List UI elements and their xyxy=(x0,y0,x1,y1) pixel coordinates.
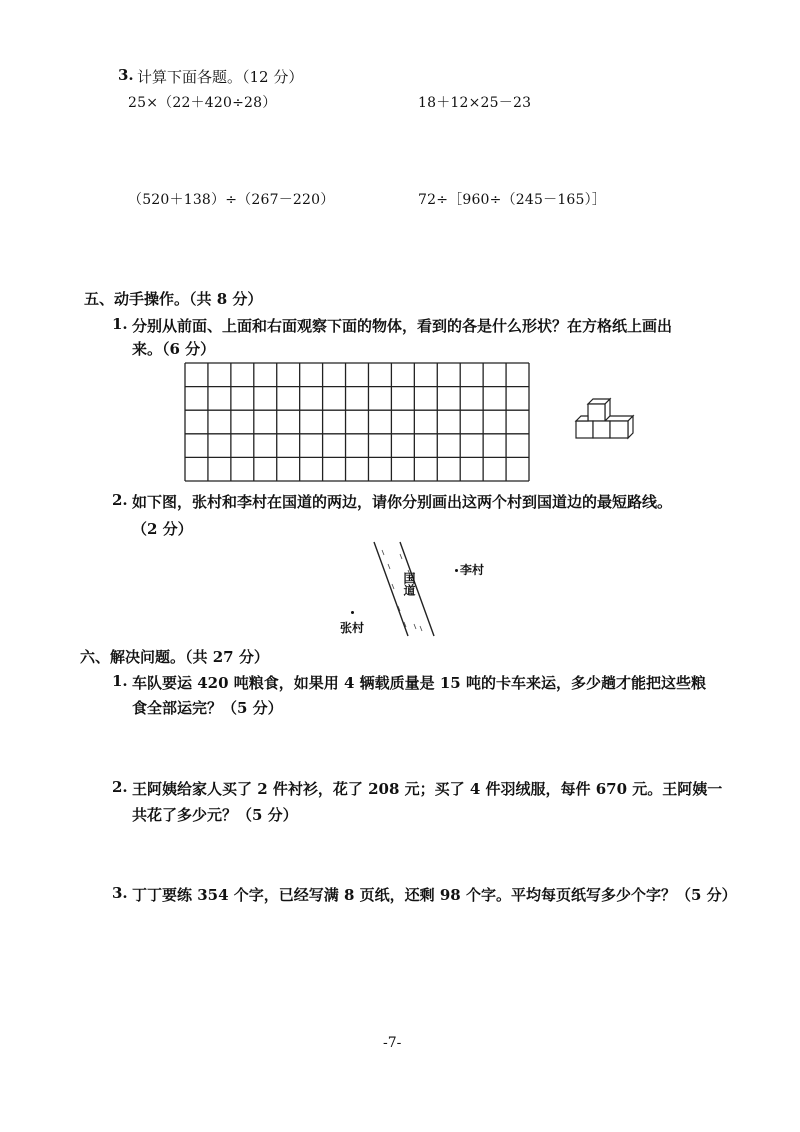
calc-expr-1: 25×（22＋420÷28） xyxy=(128,95,277,111)
s6-q3-line1: 丁丁要练 354 个字，已经写满 8 页纸，还剩 98 个字。平均每页纸写多少个字？（5 分） xyxy=(132,886,737,904)
calc-expr-3: （520＋138）÷（267－220） xyxy=(128,192,335,208)
calc-title: 计算下面各题。（12 分） xyxy=(137,68,304,86)
s6-q2-line1: 王阿姨给家人买了 2 件衬衫，花了 208 元；买了 4 件羽绒服，每件 670 元。王阿姨一 xyxy=(132,780,723,798)
calc-expr-2: 18＋12×25－23 xyxy=(418,95,532,111)
grid-paper[interactable] xyxy=(184,362,530,482)
s6-q1-number: 1. xyxy=(112,672,128,690)
s5-q1-line1: 分别从前面、上面和右面观察下面的物体，看到的各是什么形状？在方格纸上画出 xyxy=(132,317,673,335)
s5-q1-line2: 来。（6 分） xyxy=(132,340,216,358)
s5-q2-number: 2. xyxy=(112,491,128,509)
section5-heading: 五、动手操作。（共 8 分） xyxy=(84,290,263,308)
s5-q1-number: 1. xyxy=(112,315,128,333)
page-number: -7- xyxy=(383,1035,402,1051)
village-left-dot xyxy=(351,611,354,614)
s6-q2-number: 2. xyxy=(112,778,128,796)
s5-q2-line1: 如下图，张村和李村在国道的两边，请你分别画出这两个村到国道边的最短路线。 xyxy=(132,493,673,511)
s6-q3-number: 3. xyxy=(112,884,128,902)
calc-number: 3. xyxy=(118,66,134,84)
village-right-dot xyxy=(455,569,458,572)
cube-object xyxy=(572,396,642,450)
s6-q1-line2: 食全部运完？（5 分） xyxy=(132,699,283,717)
section6-heading: 六、解决问题。（共 27 分） xyxy=(80,648,269,666)
s6-q2-line2: 共花了多少元？（5 分） xyxy=(132,806,298,824)
s6-q1-line1: 车队要运 420 吨粮食，如果用 4 辆载质量是 15 吨的卡车来运，多少趟才能把这些粮 xyxy=(132,674,706,692)
s5-q2-line2: （2 分） xyxy=(132,520,193,538)
calc-expr-4: 72÷［960÷（245－165）］ xyxy=(418,192,607,208)
village-left-label: 张村 xyxy=(340,621,365,635)
village-right-label: 李村 xyxy=(460,563,485,577)
road-label: 国道 xyxy=(402,572,416,596)
